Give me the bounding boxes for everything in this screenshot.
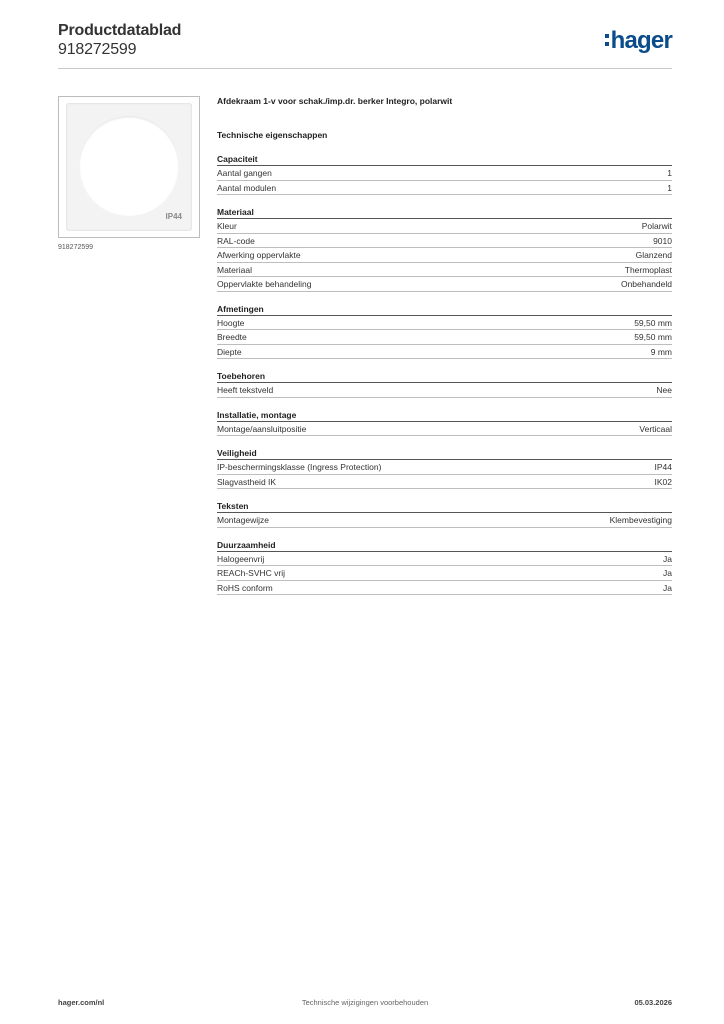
product-image — [58, 96, 200, 238]
spec-value: 59,50 mm — [634, 332, 672, 342]
spec-content — [217, 96, 672, 595]
spec-row — [217, 234, 672, 249]
section-title: Duurzaamheid — [217, 540, 672, 552]
spec-value: Verticaal — [639, 423, 672, 434]
spec-label: RAL-code — [217, 235, 255, 246]
spec-label: RoHS conform — [217, 582, 273, 593]
spec-row — [217, 316, 672, 331]
cover-frame-icon — [66, 103, 192, 231]
footer-website: hager.com/nl — [58, 998, 105, 1007]
spec-section — [217, 207, 672, 292]
spec-value: Klembevestiging — [609, 515, 672, 525]
spec-row — [217, 566, 672, 581]
section-title: Afmetingen — [217, 304, 672, 316]
spec-label: Heeft tekstveld — [217, 385, 274, 395]
spec-section — [217, 371, 672, 398]
spec-label: Diepte — [217, 346, 242, 357]
frame-opening — [79, 116, 179, 216]
product-name: Afdekraam 1-v voor schak./imp.dr. berker Integro, polarwit — [217, 96, 453, 106]
spec-row — [217, 581, 672, 596]
spec-label: Materiaal — [217, 264, 252, 275]
spec-label: Montage/aansluitpositie — [217, 423, 307, 434]
spec-row — [217, 277, 672, 292]
spec-section — [217, 540, 672, 596]
spec-value: Glanzend — [635, 250, 672, 260]
document-number: 918272599 — [58, 41, 137, 58]
header-divider — [58, 68, 672, 69]
footer-disclaimer: Technische wijzigingen voorbehouden — [301, 998, 429, 1007]
image-caption: 918272599 — [58, 244, 94, 251]
spec-row — [217, 166, 672, 181]
spec-section — [217, 410, 672, 437]
spec-label: Hoogte — [217, 317, 245, 328]
section-title: Veiligheid — [217, 448, 672, 460]
tech-properties-heading: Technische eigenschappen — [217, 130, 328, 140]
spec-value: 1 — [667, 182, 672, 193]
section-title: Installatie, montage — [217, 410, 672, 422]
spec-label: REACh-SVHC vrij — [217, 568, 286, 578]
spec-value: Ja — [663, 582, 672, 593]
page-footer — [58, 998, 672, 1010]
section-title: Toebehoren — [217, 371, 672, 383]
spec-value: 1 — [667, 168, 672, 178]
spec-label: IP-beschermingsklasse (Ingress Protection) — [217, 462, 382, 472]
spec-label: Oppervlakte behandeling — [217, 279, 312, 289]
spec-value: Polarwit — [641, 221, 672, 231]
spec-label: Aantal modulen — [217, 182, 277, 193]
spec-section — [217, 501, 672, 528]
spec-value: IK02 — [654, 476, 672, 487]
page-header — [58, 22, 672, 68]
spec-label: Aantal gangen — [217, 168, 272, 178]
spec-label: Breedte — [217, 332, 247, 342]
spec-row — [217, 422, 672, 437]
section-title: Teksten — [217, 501, 672, 513]
spec-row — [217, 552, 672, 567]
spec-row — [217, 263, 672, 278]
spec-label: Afwerking oppervlakte — [217, 250, 301, 260]
spec-row — [217, 345, 672, 360]
spec-label: Halogeenvrij — [217, 553, 265, 564]
spec-value: Nee — [656, 385, 672, 395]
spec-value: IP44 — [654, 462, 672, 472]
spec-row — [217, 248, 672, 263]
spec-row — [217, 330, 672, 345]
spec-row — [217, 181, 672, 196]
spec-label: Slagvastheid IK — [217, 476, 277, 487]
spec-section — [217, 304, 672, 360]
spec-value: 9 mm — [650, 346, 672, 357]
spec-label: Montagewijze — [217, 515, 269, 525]
spec-row — [217, 460, 672, 475]
ip-badge: IP44 — [165, 212, 182, 221]
spec-section — [217, 448, 672, 489]
logo-dots-icon — [605, 34, 609, 46]
spec-value: Ja — [663, 553, 672, 564]
spec-sections — [217, 154, 672, 595]
hager-logo — [605, 29, 672, 53]
spec-value: 59,50 mm — [634, 317, 672, 328]
spec-value: Onbehandeld — [620, 279, 672, 289]
section-title: Capaciteit — [217, 154, 672, 166]
spec-row — [217, 383, 672, 398]
spec-label: Kleur — [217, 221, 237, 231]
footer-date: 05.03.2026 — [634, 998, 672, 1007]
spec-value: 9010 — [653, 235, 672, 246]
spec-value: Ja — [663, 568, 672, 578]
logo-text: hager — [610, 27, 672, 54]
spec-section — [217, 154, 672, 195]
spec-value: Thermoplast — [624, 264, 672, 275]
spec-row — [217, 513, 672, 528]
document-title: Productdatablad — [58, 22, 182, 39]
spec-row — [217, 219, 672, 234]
section-title: Materiaal — [217, 207, 672, 219]
spec-row — [217, 475, 672, 490]
